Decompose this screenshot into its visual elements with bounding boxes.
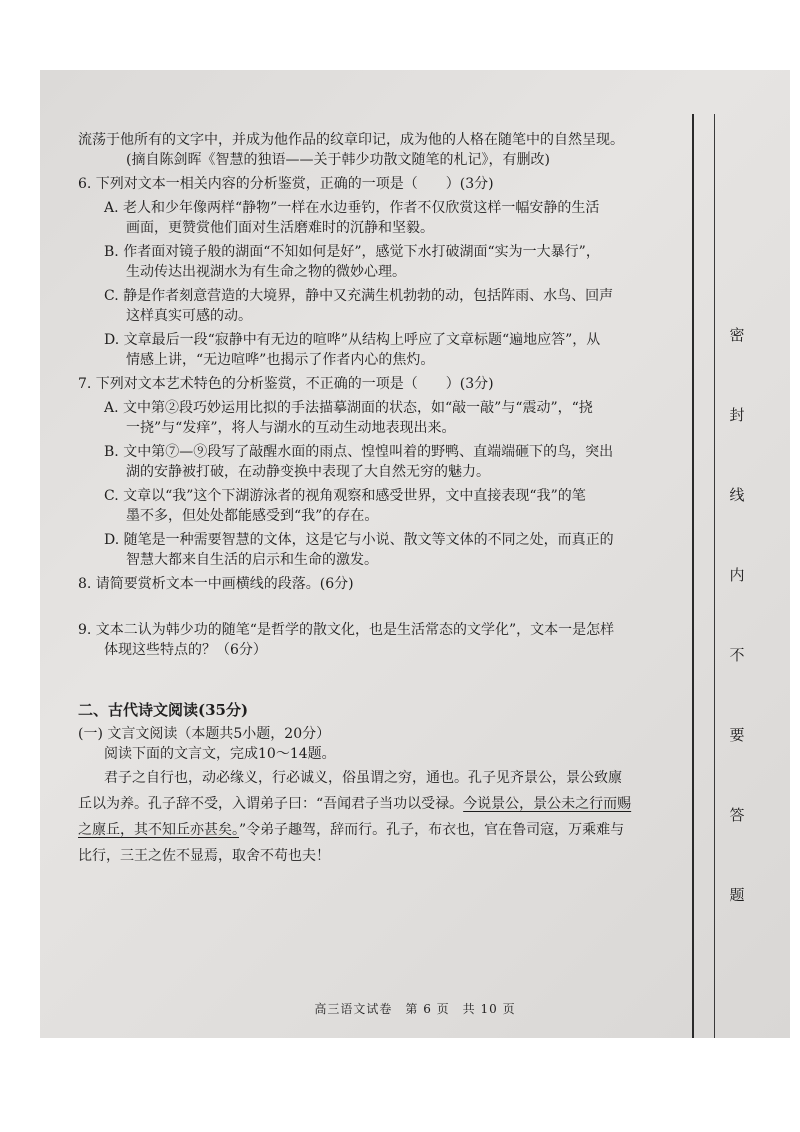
question-7-option-d: D. 随笔是一种需要智慧的文体，这是它与小说、散文等文体的不同之处，而真正的 智慧大都来自生活的启示和生命的激发。 — [104, 532, 614, 568]
seal-char: 题 — [729, 886, 745, 904]
question-9-line-2: 体现这些特点的？（6分） — [104, 642, 267, 658]
seal-char: 线 — [729, 486, 745, 504]
seal-char: 内 — [729, 566, 745, 584]
seal-char: 密 — [729, 326, 745, 344]
question-6-option-b: B. 作者面对镜子般的湖面“不知如何是好”，感觉下水打破湖面“实为一大暴行”， 生动传达出视湖水为有生命之物的微妙心理。 — [104, 244, 600, 280]
question-6-stem: 6. 下列对文本一相关内容的分析鉴赏，正确的一项是（ ）(3分) — [78, 176, 494, 192]
seal-char: 要 — [729, 726, 745, 744]
question-7-option-a: A. 文中第②段巧妙运用比拟的手法描摹湖面的状态，如“敲一敲”与“震动”，“挠 一挠”与“发痒”，将人与湖水的互动生动地表现出来。 — [104, 400, 593, 436]
passage-line-1: 君子之自行也，动必缘义，行必诚义，俗虽谓之穷，通也。孔子见齐景公，景公致廪 — [104, 770, 622, 786]
exam-page-photo — [40, 70, 790, 1038]
underlined-sentence-part-1: 今说景公，景公未之行而赐 — [463, 796, 632, 812]
passage-line-4: 比行，三王之佐不显焉，取舍不苟也夫！ — [78, 848, 330, 864]
question-7-option-c: C. 文章以“我”这个下湖游泳者的视角观察和感受世界，文中直接表现“我”的笔 墨不多，但处处都能感受到“我”的存在。 — [104, 488, 586, 524]
passage-line-3: 之廪丘，其不知丘亦甚矣。”令弟子趣驾，辞而行。孔子，布衣也，官在鲁司寇，万乘难与 — [78, 822, 625, 838]
reading-instruction: 阅读下面的文言文，完成10～14题。 — [104, 746, 336, 762]
seal-border-line — [692, 114, 694, 1038]
exam-content — [78, 130, 688, 866]
source-citation: (摘自陈剑晖《智慧的独语——关于韩少功散文随笔的札记》，有删改) — [126, 152, 550, 168]
question-6-option-a: A. 老人和少年像两样“静物”一样在水边垂钓，作者不仅欣赏这样一幅安静的生活 画面，更赞赏他们面对生活磨难时的沉静和坚毅。 — [104, 200, 600, 236]
section-2-title: 二、古代诗文阅读(35分) — [78, 701, 249, 719]
seal-inner-line — [714, 114, 715, 1038]
seal-line-margin — [684, 114, 746, 1038]
seal-char: 封 — [729, 406, 745, 424]
intro-line: 流荡于他所有的文字中，并成为他作品的纹章印记，成为他的人格在随笔中的自然呈现。 — [78, 132, 624, 148]
page-footer: 高三语文试卷 第 6 页 共 10 页 — [314, 1002, 516, 1016]
question-6-option-c: C. 静是作者刻意营造的大境界，静中又充满生机勃勃的动，包括阵雨、水鸟、回声 这样真实可感的动。 — [104, 288, 614, 324]
seal-char: 答 — [729, 806, 745, 824]
question-8: 8. 请简要赏析文本一中画横线的段落。(6分) — [78, 576, 354, 592]
question-9-line-1: 9. 文本二认为韩少功的随笔“是哲学的散文化，也是生活常态的文学化”，文本一是怎样 — [78, 622, 615, 638]
question-6-option-d: D. 文章最后一段“寂静中有无边的喧哗”从结构上呼应了文章标题“遍地应答”，从 情感上讲，“无边喧哗”也揭示了作者内心的焦灼。 — [104, 332, 601, 368]
seal-char: 不 — [729, 646, 745, 664]
question-7-stem: 7. 下列对文本艺术特色的分析鉴赏，不正确的一项是（ ）(3分) — [78, 376, 494, 392]
question-7-option-b: B. 文中第⑦—⑨段写了敲醒水面的雨点、惶惶叫着的野鸭、直端端砸下的鸟，突出 湖的安静被打破，在动静变换中表现了大自然无穷的魅力。 — [104, 444, 614, 480]
subsection-title: (一) 文言文阅读（本题共5小题，20分） — [78, 726, 331, 742]
passage-line-2: 丘以为养。孔子辞不受，入谓弟子曰：“吾闻君子当功以受禄。今说景公，景公未之行而赐 — [78, 796, 632, 812]
underlined-sentence-part-2: 之廪丘，其不知丘亦甚矣。 — [78, 822, 239, 838]
